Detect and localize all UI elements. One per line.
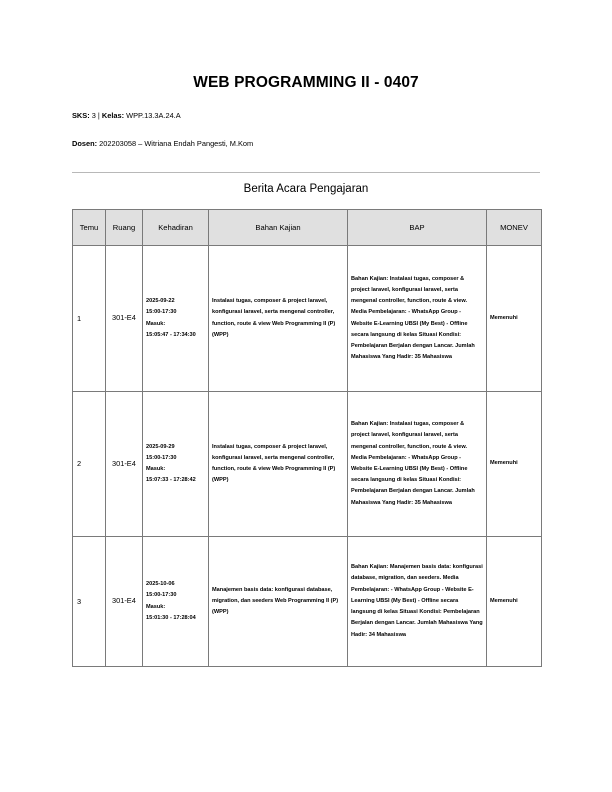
page-title: WEB PROGRAMMING II - 0407 xyxy=(193,74,419,91)
cell-ruang: 301-E4 xyxy=(106,246,143,392)
check-in-label: Masuk: xyxy=(146,320,166,327)
kelas-value: WPP.13.3A.24.A xyxy=(126,111,181,120)
cell-monev: Memenuhi xyxy=(487,246,542,392)
cell-bahan-kajian: Instalasi tugas, composer & project laravel, konfigurasi laravel, serta mengenal controller, function, route & view Web Programming II (P) (WPP) xyxy=(209,392,348,537)
date: 2025-09-29 xyxy=(146,443,175,450)
check-in-time: 15:01:30 - 17:28:04 xyxy=(146,614,196,621)
schedule-time: 15:00-17:30 xyxy=(146,454,177,461)
cell-ruang: 301-E4 xyxy=(106,392,143,537)
cell-bahan-kajian: Instalasi tugas, composer & project laravel, konfigurasi laravel, serta mengenal controller, function, route & view Web Programming II (P) (WPP) xyxy=(209,246,348,392)
cell-bahan-kajian: Manajemen basis data: konfigurasi database, migration, dan seeders Web Programming II (P) (WPP) xyxy=(209,537,348,667)
schedule-time: 15:00-17:30 xyxy=(146,309,177,316)
sks-value: 3 xyxy=(91,111,96,120)
course-meta-line xyxy=(72,111,181,120)
date: 2025-10-06 xyxy=(146,581,175,588)
header-temu: Temu xyxy=(73,210,106,246)
cell-ruang: 301-E4 xyxy=(106,537,143,667)
divider xyxy=(72,172,540,173)
table-row xyxy=(73,246,542,392)
cell-monev: Memenuhi xyxy=(487,392,542,537)
cell-bap: Bahan Kajian: Instalasi tugas, composer & project laravel, konfigurasi laravel, serta mengenal controller, function, route & view. Media Pembelajaran: - WhatsApp Group - Website E-Learning UBSI (My Best) - Offline secara langsung di kelas Situasi Kondisi: Pembelajaran Berjalan dengan Lancar. Jumlah Mahasiswa Yang Hadir: 35 Mahasiswa xyxy=(348,246,487,392)
cell-bap: Bahan Kajian: Manajemen basis data: konfigurasi database, migration, dan seeders. Media Pembelajaran: - WhatsApp Group - Website E-Learning UBSI (My Best) - Offline secara langsung di kelas Situasi Kondisi: Pembelajaran Berjalan dengan Lancar. Jumlah Mahasiswa Yang Hadir: 34 Mahasiswa xyxy=(348,537,487,667)
table-row xyxy=(73,392,542,537)
teaching-report-table xyxy=(72,209,542,667)
dosen-value: 202203058 – Witriana Endah Pangesti, M.Kom xyxy=(99,139,254,148)
header-bap: BAP xyxy=(348,210,487,246)
cell-kehadiran xyxy=(143,537,209,667)
date: 2025-09-22 xyxy=(146,298,175,305)
header-ruang: Ruang xyxy=(106,210,143,246)
cell-kehadiran xyxy=(143,392,209,537)
dosen-label: Dosen: xyxy=(72,139,98,148)
table-header-row xyxy=(73,210,542,246)
sks-label: SKS: xyxy=(72,111,90,120)
schedule-time: 15:00-17:30 xyxy=(146,592,177,599)
check-in-time: 15:05:47 - 17:34:30 xyxy=(146,331,196,338)
separator: | xyxy=(97,111,100,120)
table-row xyxy=(73,537,542,667)
cell-kehadiran xyxy=(143,246,209,392)
check-in-label: Masuk: xyxy=(146,466,166,472)
check-in-time: 15:07:33 - 17:28:42 xyxy=(146,477,196,484)
header-monev: MONEV xyxy=(487,210,542,246)
check-in-label: Masuk: xyxy=(146,603,166,610)
section-title: Berita Acara Pengajaran xyxy=(243,183,369,195)
kelas-label: Kelas: xyxy=(101,111,125,120)
cell-temu: 2 xyxy=(73,392,106,537)
header-bahan-kajian: Bahan Kajian xyxy=(209,210,348,246)
cell-monev: Memenuhi xyxy=(487,537,542,667)
lecturer-line xyxy=(72,139,253,148)
header-kehadiran: Kehadiran xyxy=(143,210,209,246)
cell-temu: 3 xyxy=(73,537,106,667)
cell-temu: 1 xyxy=(73,246,106,392)
cell-bap: Bahan Kajian: Instalasi tugas, composer & project laravel, konfigurasi laravel, serta mengenal controller, function, route & view. Media Pembelajaran: - WhatsApp Group - Website E-Learning UBSI (My Best) - Offline secara langsung di kelas Situasi Kondisi: Pembelajaran Berjalan dengan Lancar. Jumlah Mahasiswa Yang Hadir: 35 Mahasiswa xyxy=(348,392,487,537)
